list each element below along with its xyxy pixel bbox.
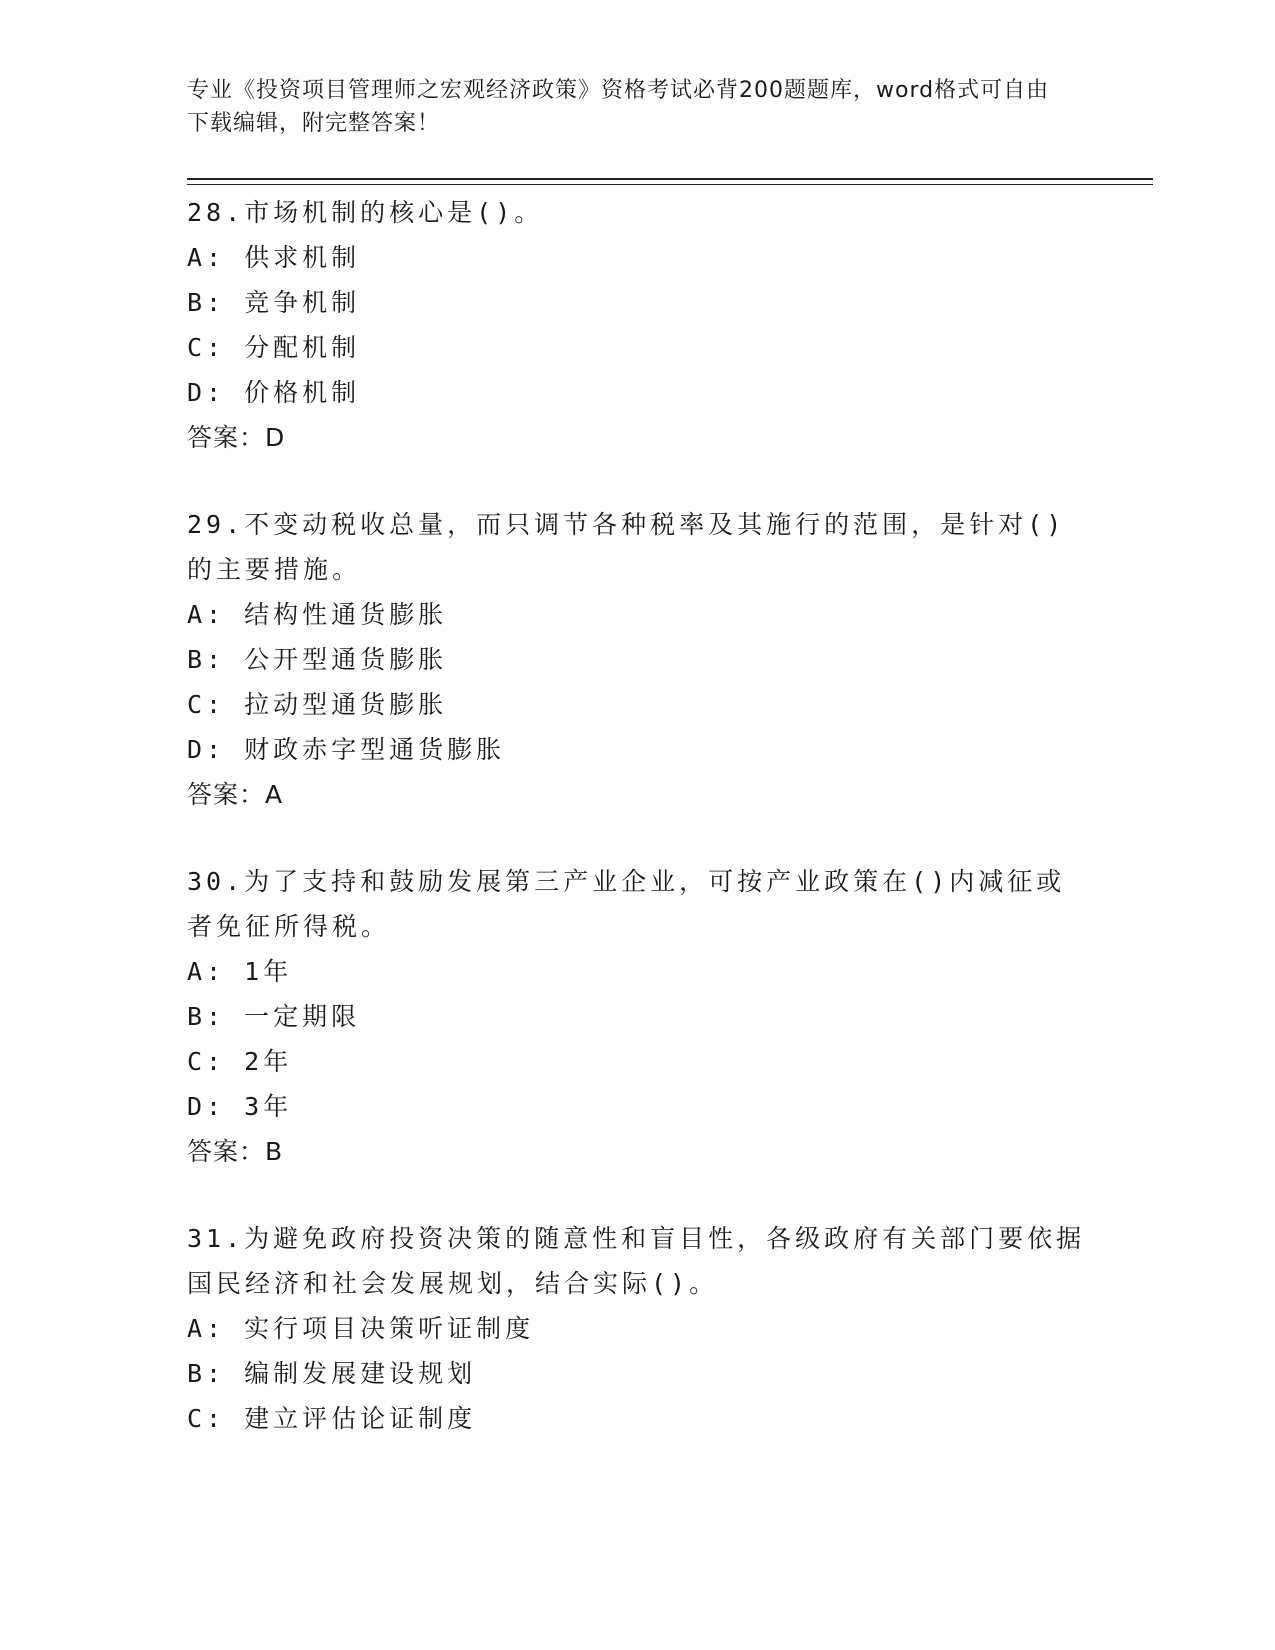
option-b: B: 一定期限 — [187, 1002, 361, 1031]
option-a: A: 实行项目决策听证制度 — [187, 1314, 535, 1343]
question-list — [187, 190, 1087, 1482]
option-a: A: 1年 — [187, 957, 293, 986]
answer: 答案：D — [187, 423, 286, 452]
option-c: C: 分配机制 — [187, 333, 361, 362]
question-stem: 28.市场机制的核心是()。 — [187, 198, 544, 227]
option-b: B: 竞争机制 — [187, 288, 361, 317]
option-a: A: 供求机制 — [187, 243, 361, 272]
option-a: A: 结构性通货膨胀 — [187, 600, 448, 629]
question-stem: 31.为避免政府投资决策的随意性和盲目性，各级政府有关部门要依据国民经济和社会发展规划，结合实际()。 — [187, 1224, 1086, 1298]
question-31 — [187, 1216, 1087, 1441]
option-b: B: 公开型通货膨胀 — [187, 645, 448, 674]
question-stem: 29.不变动税收总量，而只调节各种税率及其施行的范围，是针对()的主要措施。 — [187, 510, 1066, 584]
answer: 答案：A — [187, 780, 284, 809]
document-header: 专业《投资项目管理师之宏观经济政策》资格考试必背200题题库，word格式可自由下载编辑，附完整答案！ — [187, 78, 1050, 136]
question-30 — [187, 859, 1087, 1175]
option-c: C: 建立评估论证制度 — [187, 1404, 477, 1433]
option-d: D: 3年 — [187, 1092, 293, 1121]
option-c: C: 2年 — [187, 1047, 293, 1076]
option-c: C: 拉动型通货膨胀 — [187, 690, 448, 719]
header-rule-thick — [187, 178, 1153, 180]
option-d: D: 财政赤字型通货膨胀 — [187, 735, 506, 764]
option-d: D: 价格机制 — [187, 378, 361, 407]
question-stem: 30.为了支持和鼓励发展第三产业企业，可按产业政策在()内减征或者免征所得税。 — [187, 867, 1066, 941]
question-29 — [187, 502, 1087, 818]
header-rule-thin — [187, 184, 1153, 185]
question-28 — [187, 190, 1087, 461]
option-b: B: 编制发展建设规划 — [187, 1359, 477, 1388]
answer: 答案：B — [187, 1137, 284, 1166]
